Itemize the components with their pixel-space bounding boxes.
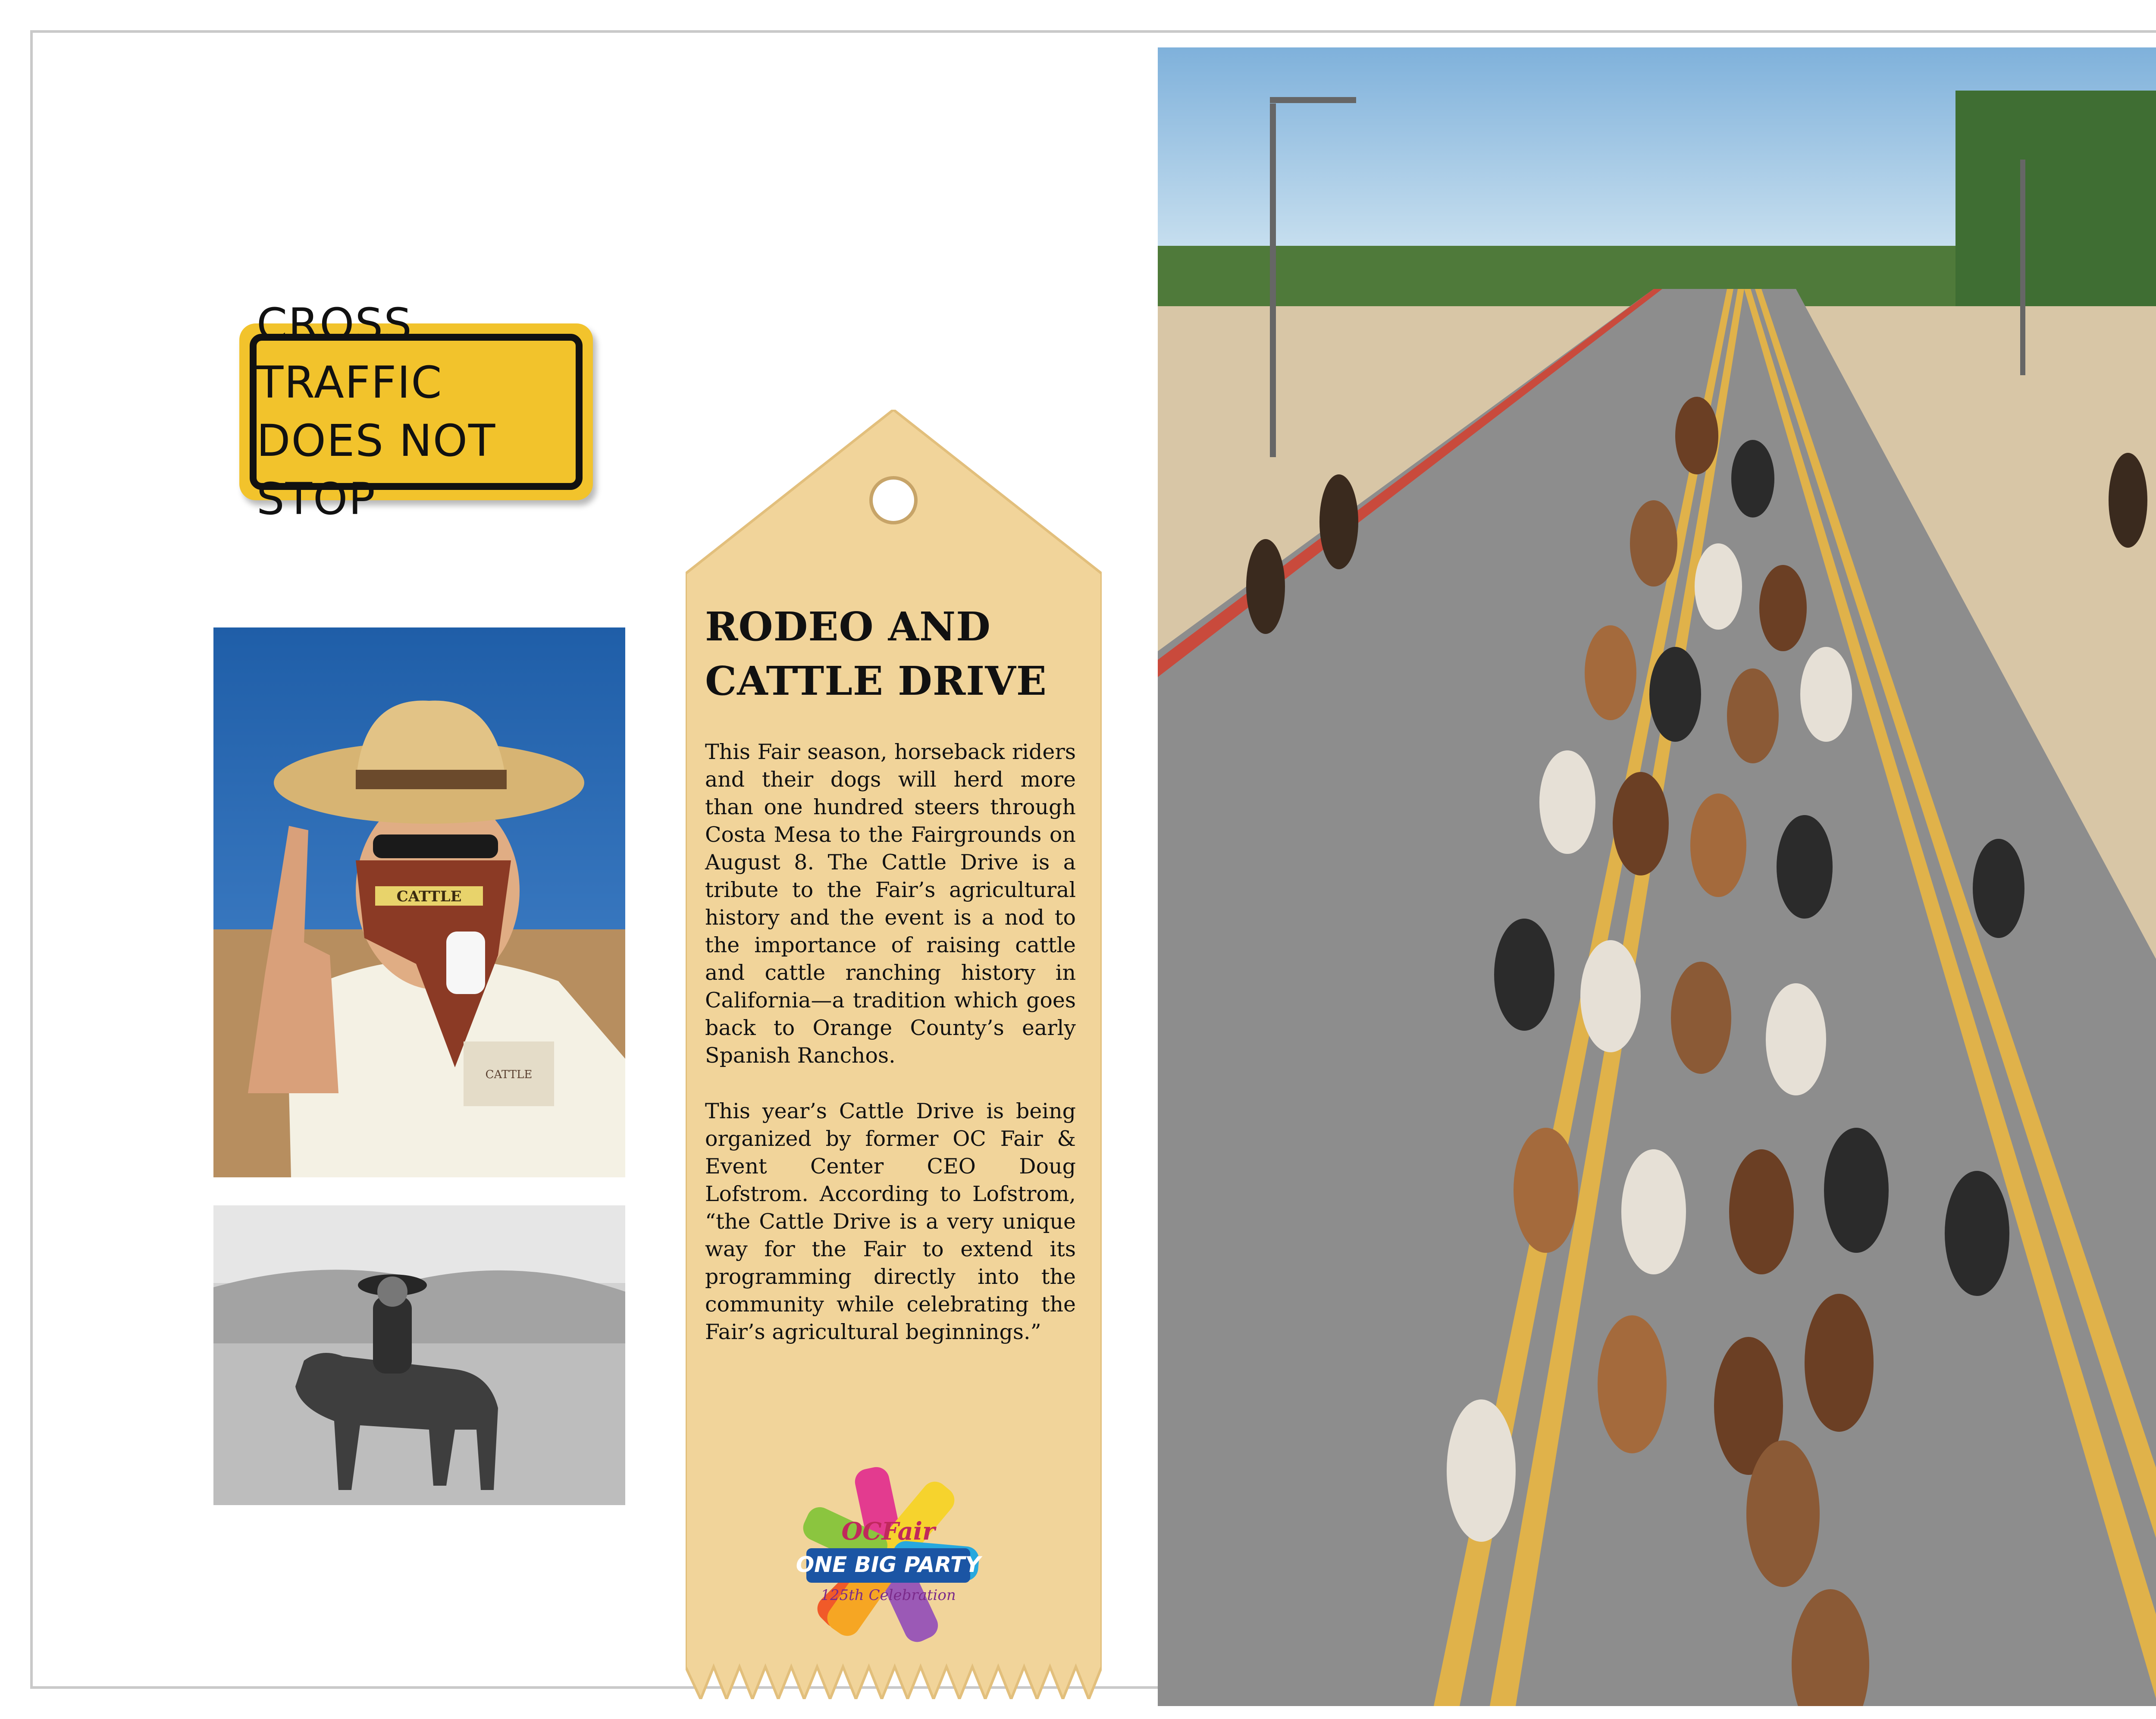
tag-paragraph-1: This Fair season, horseback riders and their dogs will herd more than one hundred steers through Costa Mesa to the Fairgrounds on August 8. The Cattle Drive is a tribute to the Fair’s agricultural history and the event is a nod to the importance of raising cattle and cattle ranching history in California—a tradition which goes back to Orange County’s early Spanish Ranchos.: [705, 740, 1076, 1068]
one-big-party-logo: [789, 1462, 987, 1652]
cross-traffic-line2: DOES NOT STOP: [257, 415, 496, 525]
tag-title-line2: CATTLE DRIVE: [705, 658, 1047, 704]
cross-traffic-sign-face: [250, 299, 583, 525]
bandana-cowboy-photo: [213, 627, 625, 1177]
cattle-drive-photo: [1158, 47, 2156, 1706]
tag-text-block: [705, 599, 1076, 1374]
cross-traffic-line1: CROSS TRAFFIC: [257, 299, 443, 408]
party-line2: 125th Celebration: [821, 1587, 956, 1604]
tag-paragraph-2: This year’s Cattle Drive is being organized by former OC Fair & Event Center CEO Doug Lofstrom. According to Lofstrom, “the Cattle Drive is a very unique way for the Fair to extend its programming directly into the community while celebrating the Fair’s agricultural beginnings.”: [705, 1099, 1076, 1344]
cross-traffic-sign: [239, 299, 593, 525]
party-line1: ONE BIG PARTY: [796, 1552, 981, 1577]
patch-text: CATTLE: [485, 1068, 533, 1081]
party-brand: OCFair: [841, 1517, 935, 1546]
tag-title-line1: RODEO AND: [705, 603, 991, 650]
bandana-text: CATTLE: [396, 888, 462, 905]
vintage-cowboy-photo: [213, 1205, 625, 1505]
tag-title: [705, 599, 1076, 708]
